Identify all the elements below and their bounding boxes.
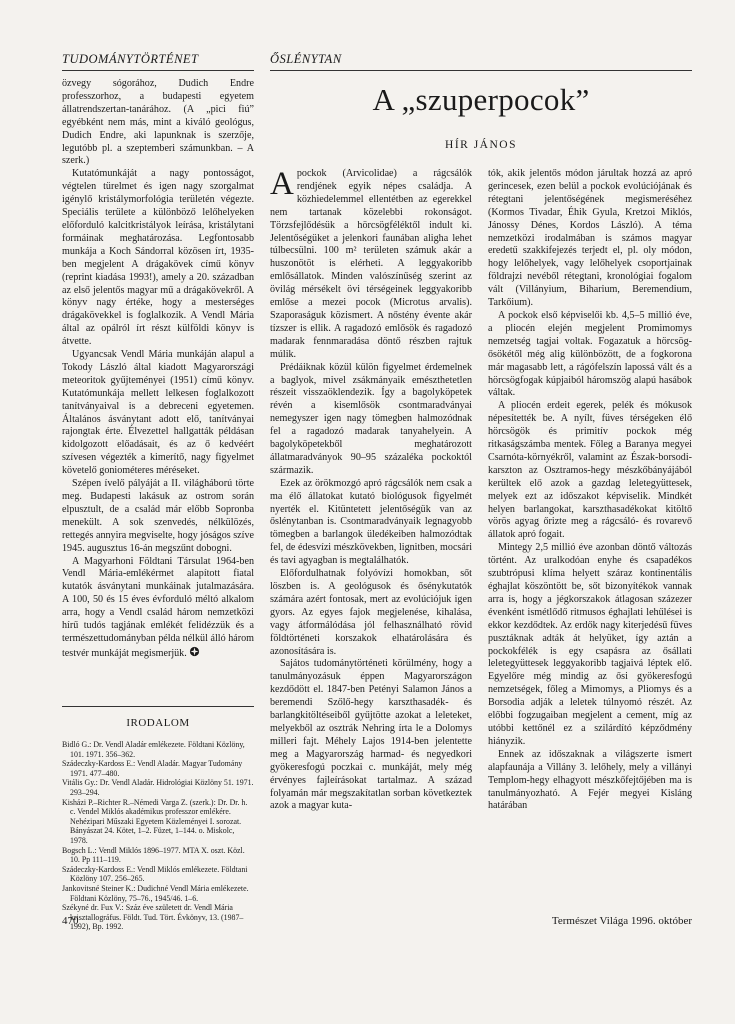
paragraph: A pockok első képviselői kb. 4,5–5 millió éve, a pliocén elején megjelent Promimomys nemzetség tagjai voltak. Fogazatuk a hörcsög-ősökétől még alig különbözött, de a fogkorona már magasabb lett, a rágófelszín lapossá vált és a hörcsögfogak kúpjaiból háromszög alapú hasábok váltak. [488, 309, 692, 399]
closing-paragraph-text: A Magyarhoni Földtani Társulat 1964-ben Vendl Mária-emlékérmet alapított fiatal kutatók ásványtani munkáinak jutalmazására. A 100, 50 és 15 éves évforduló méltó alkalom arra, hogy a Vendl család három nemzetközi hírű tudós tagjának emlékét felidézzük és a természettudományban példa nélkül álló három testvér munkáját megismerjük. [62, 555, 254, 659]
section-header-left: TUDOMÁNYTÖRTÉNET [62, 52, 254, 71]
article-author: HÍR JÁNOS [445, 139, 517, 151]
reference-item: Bidló G.: Dr. Vendl Aladár emlékezete. Földtani Közlöny, 101. 1971. 356–362. [62, 740, 245, 759]
reference-item: Kisházi P.–Richter R.–Némedi Varga Z. (szerk.): Dr. Dr. h. c. Vendel Miklós akadémikus professzor emlékére. Nehézipari Műszaki Egyetem Közleményei I. sorozat. Bányászat 24. Kötet, 1–2. Füzet, 1–144. o. Miskolc, 1978. [62, 797, 248, 845]
end-of-article-icon [189, 646, 200, 657]
reference-item: Bogsch L.: Vendl Miklós 1896–1977. MTA X. oszt. Közl. 10. Pp 111–119. [62, 845, 245, 865]
lead-paragraph-text: pockok (Arvicolidae) a rágcsálók rendjének egyik népes családja. A közhiedelemmel ellentétben az egerekkel nem tartanak közelebbi rokonságot. Törzsfejlődésük a hörcsögféléktől indult ki. Jelentőségüket a jelenkori faunában aligha lehet túlbecsülni. 100 m² területen számuk akár a huszonötöt is elérheti. A leggyakoribb emlősállatok. Minden valószínűség szerint az övilág mérsékelt övi térségeinek leggyakoribb emlőse a mezei pocok (Microtus arvalis). Szaporaságuk közismert. A nőstény évente akár tízszer is ellik. A ragadozó emlősök és ragadozó madarak fennmaradása döntő részben rajtuk múlik. [270, 168, 472, 360]
reference-item: Szádeczky-Kardoss E.: Vendl Aladár. Magyar Tudomány 1971. 477–480. [62, 759, 243, 778]
drop-cap: A [270, 166, 294, 202]
references-title: IRODALOM [126, 717, 190, 729]
reference-item: Vitális Gy.: Dr. Vendl Aladár. Hidrológiai Közlöny 51. 1971. 293–294. [62, 778, 254, 797]
section-header-right: ŐSLÉNYTAN [270, 52, 692, 71]
reference-item: Szádeczky-Kardoss E.: Vendl Miklós emlékezete. Földtani Közlöny 107. 256–265. [62, 864, 248, 884]
paragraph: Kutatómunkáját a nagy pontosságot, végtelen türelmet és igen nagy szorgalmat igénylő kristálymorfológia területén végezte. Speciális területe a különböző lelőhelyeken előforduló kalcitkristályok leírása, kristálytani formáinak meghatározása. Legfontosabb munkája a Koch Sándorral közösen írt, 1935-ben megjelent A drágakövek című könyv (reprint kiadása 1993!), amely a 20. században az első jelentős magyar mű a drágakövekről. A könyv nagy értéke, hogy a mesterséges drágakövekkel is foglalkozik. A Vendl Mária által az opálról írt részt külföldi könyv is átvette. [62, 168, 254, 348]
lead-paragraph [270, 168, 472, 362]
article-title: A „szuperpocok” [372, 82, 590, 117]
article-column-middle [270, 168, 472, 898]
paragraph: Prédáiknak közül külön figyelmet érdemelnek a baglyok, mivel zsákmányaik emészthetetlen részeit visszaöklendezik. Így a bagolyköpetek révén a kisemlősök csontmaradványai nemegyszer igen nagy tömegben halmozódnak fel a ragadozó madarak tanyahelyein. A bagolyköpetekből meghatározott állatmaradványok 90–95 százaléka pockoktól származik. [270, 361, 472, 476]
paragraph: Ezek az örökmozgó apró rágcsálók nem csak a ma élő állatokat kutató biológusok figyelmét nyerték el. Kitüntetett jelentőségük van az őslénytanban is. Csontmaradványaik legnagyobb tömegben a barlangok üledékeiben halmozódtak fel, de édesvízi mészkövekben, lignitben, mocsári és tavi agyagban is megtalálhatók. [270, 477, 472, 567]
paragraph: tók, akik jelentős módon járultak hozzá az apró gerincesek, ezen belül a pockok evolúciójának és rétegtani jelentőségének megismeréséhez (Kormos Tivadar, Éhik Gyula, Kretzoi Miklós, Jánossy Dénes, Kordos László). A téma nemzetközi irodalmában is számos magyar eredetű szakkifejezés terjedt el, pl. oly módon, hogy lelőhelyek, vagy lelőhelyek csoportjainak földrajzi nevéből rétegtani, kronológiai fogalom vált (Villányium, Biharium, Beremendium, Tarkőium). [488, 168, 692, 309]
paragraph: Szépen ívelő pályáját a II. világháború törte meg. Budapesti lakásuk az ostrom során elpusztult, de a család már előbb Sopronba menekült. A sok szenvedés, nélkülözés, rettegés annyira megviselte, hogy jóságos szíve 1945. augusztus 16-án megszűnt dobogni. [62, 478, 254, 554]
paragraph: A pliocén erdeit egerek, pelék és mókusok népesítették be. A nyílt, füves térségeken élő hörcsögök és primitív pockok még ritkaságszámba mentek. Főleg a Baranya megyei Csarnóta-környékről, valamint az Észak-borsodi-karszton az Osztramos-hegy mészkőbányájából kerültek elő azok a gazdag leletegyüttesek, melyek ezt az időszakot képviselik. Mindkét helyen barlangokat, karszthasadékokat kitöltő vörös agyag őrizte meg a rágcsáló- és rovarevő állatok apró fogait. [488, 400, 692, 541]
paragraph: Ennek az időszaknak a világszerte ismert alapfaunája a Villány 3. lelőhely, mely a villányi Templom-hegy elhagyott mészkőfejtőjében ma is tanulmányozható. A Fejér megyei Kisláng határában [488, 748, 692, 812]
paragraph: Mintegy 2,5 millió éve azonban döntő változás történt. Az uralkodóan enyhe és csapadékos szubtrópusi klíma helyett száraz kontinentális éghajlat köszöntött be, sőt bizonyítékok vannak arra is, hogy a jégkorszakok átlagosan százezer évenként ismétlődő ritmusos éghajlati lehűlései is ekkor kezdődtek. Az erdők nagy kiterjedésű füves pusztáknak adták át helyüket, így aztán a pockokfélék is egy csapásra az ősállati leletegyüttesek leggyakoribb tagjaivá léptek elő. Egyelőre még mindig az ősi gyökeresfogú nemzetségek, főleg a Mimomys, a Pliomys és a Borsodia adják a leletek túlnyomó részét. Az előbbi fogzugaiban megjelent a cement, míg az utóbbi kettőnél ez a szilárdító képződmény hiányzik. [488, 542, 692, 747]
paragraph: Előfordulhatnak folyóvízi homokban, sőt löszben is. A geológusok és ősénykutatók számára azért fontosak, mert az evolúciójuk igen gyors. Az egyes fajok megjelenése, kihalása, vagy átformálódása jól felhasználható rövid földtörténeti korszakok elhatárolására és azonosítására is. [270, 568, 472, 657]
article-column-right [488, 168, 692, 898]
left-column-text [62, 78, 254, 698]
paragraph [62, 556, 254, 661]
reference-item: Székyné dr. Fux V.: Száz éve született dr. Vendl Mária krisztallográfus. Földt. Tud. Tört. Évkönyv, 13. (1987–1992), Bp. 1992. [62, 903, 244, 932]
page-number: 470 [62, 915, 79, 927]
reference-item: Jankovitsné Steiner K.: Dudichné Vendl Mária emlékezete. Földtani Közlöny, 75–76., 1945/46. 1–6. [62, 883, 249, 903]
references-divider [62, 706, 254, 707]
paragraph: Ugyancsak Vendl Mária munkáján alapul a Tokody László által kiadott Magyarországi meteoritok gyűjteményei (1951) című könyv. Kutatómunkája mellett lelkesen foglalkozott tanítványaival is a debreceni egyetemen. Általános ásványtant adott elő, tanítványai rajongtak érte. Élvezettel hallgatták példásan kidolgozott előadásait, és az ő kedvéért szívesen végezték a kimerítő, nagy figyelmet követelő goniométeres méréseket. [62, 349, 254, 477]
journal-footer: Természet Világa 1996. október [551, 915, 692, 927]
paragraph: özvegy sógorához, Dudich Endre professzorhoz, a budapesti egyetem állatrendszertan-tanárához. (A „pici fiú” egyébként nem más, mint a kiváló geológus, Dudich Endre, aki lapunknak is szerzője, legutóbb pl. a szeptemberi számunkban. – A szerk.) [62, 78, 254, 167]
paragraph: Sajátos tudománytörténeti körülmény, hogy a tanulmányozásuk éppen Magyarországon kezdődött el. 1847-ben Petényi Salamon János a beremendi Szőlő-hegy karszthasadék- és barlangkitöltéseiből gyűjtötte azokat a leleteket, melyekből az osztrák Nehring írta le a Dolomys milleri fajt. Méhely Lajos 1914-ben jelentette meg a Magyarország harmad- és negyedkori gyökeresfogú poczkai c. munkáját, mely még érvényes fajleírásokat tartalmaz. A század folyamán már megszakítatlan sorban következtek azok a magyar kuta- [270, 658, 472, 812]
